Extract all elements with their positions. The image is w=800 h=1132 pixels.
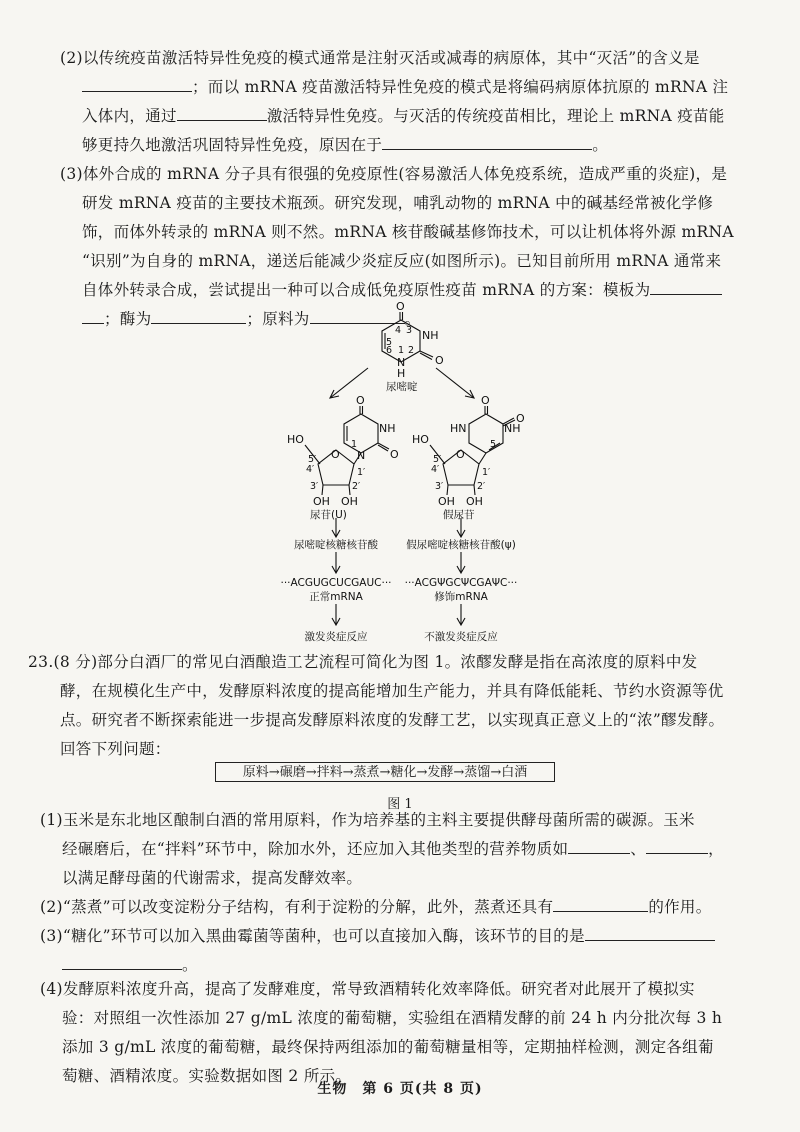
- ring-number: 1′: [482, 467, 491, 478]
- ump-label: 尿嘧啶核糖核苷酸: [294, 539, 378, 551]
- inflammation-label: 激发炎症反应: [304, 631, 368, 643]
- atom-label: NH: [422, 329, 439, 342]
- atom-label: O: [435, 354, 444, 367]
- no-inflammation-label: 不激发炎症反应: [424, 631, 498, 643]
- ring-number: 1: [351, 439, 358, 450]
- flow-arrow: →: [305, 765, 317, 780]
- nucleoside-modification-diagram: [250, 298, 550, 650]
- q22-p2-line4: 够更持久地激活巩固特异性免疫，原因在于 。: [60, 131, 760, 160]
- flow-arrow: →: [379, 765, 391, 780]
- ring-number: 2: [408, 345, 415, 356]
- q22-p2-line3: 入体内，通过 激活特异性免疫。与灭活的传统疫苗相比，理论上 mRNA 疫苗能: [60, 102, 760, 131]
- flow-step: 蒸煮: [353, 765, 380, 780]
- flow-arrow: →: [268, 765, 280, 780]
- answer-blank[interactable]: [62, 951, 182, 970]
- atom-label: O: [516, 412, 525, 425]
- answer-blank[interactable]: [177, 102, 267, 121]
- answer-blank[interactable]: [151, 305, 246, 324]
- q23-p1-line1: (1)玉米是东北地区酿制白酒的常用原料，作为培养基的主料主要提供酵母菌所需的碳源。玉米: [40, 811, 695, 829]
- q22-p3-line2: 研发 mRNA 疫苗的主要技术瓶颈。研究发现，哺乳动物的 mRNA 中的碱基经常被化学修: [82, 194, 714, 212]
- pseudouridine-label: 假尿苷: [443, 509, 475, 521]
- answer-blank[interactable]: [568, 835, 630, 854]
- flow-arrow: →: [416, 765, 428, 780]
- q22-p3-line4: “识别”为自身的 mRNA，递送后能减少炎症反应(如图所示)。已知目前所用 mRNA 通常来: [82, 252, 722, 270]
- q23-p1-line3: 以满足酵母菌的代谢需求，提高发酵效率。: [62, 869, 363, 887]
- figure-1-caption: 图 1: [387, 797, 413, 812]
- atom-label: NH: [504, 422, 521, 435]
- answer-blank[interactable]: [553, 893, 648, 912]
- q22-p3-line3: 饰，而体外转录的 mRNA 则不然。mRNA 核苷酸碱基修饰技术，可以让机体将外源 mRNA: [82, 223, 734, 241]
- q23-p4-line3: 添加 3 g/mL 浓度的葡萄糖，最终保持两组添加的葡萄糖量相等，定期抽样检测，测定各组葡: [62, 1038, 714, 1056]
- answer-blank[interactable]: [82, 305, 104, 324]
- q23-part2: (2)“蒸煮”可以改变淀粉分子结构，有利于淀粉的分解，此外，蒸煮还具有 的作用。: [40, 893, 770, 922]
- ring-number: 4′: [431, 464, 440, 475]
- flow-step: 发酵: [427, 765, 454, 780]
- atom-label: HO: [287, 433, 304, 446]
- ring-number: 3′: [435, 481, 444, 492]
- answer-blank[interactable]: [382, 131, 592, 150]
- q23-intro-line3: 点。研究者不断探索能进一步提高发酵原料浓度的发酵工艺，以实现真正意义上的“浓”醪发酵。: [60, 711, 725, 729]
- atom-label: H: [397, 367, 406, 380]
- q23-part1: [40, 806, 770, 893]
- atom-label: OH: [438, 495, 455, 508]
- q23-part3: (3)“糖化”环节可以加入黑曲霉菌等菌种，也可以直接加入酶，该环节的目的是 。: [40, 922, 770, 980]
- flow-step: 白酒: [501, 765, 528, 780]
- ring-number: 3: [406, 325, 413, 336]
- ring-number: 5′: [433, 454, 442, 465]
- atom-label: O: [456, 448, 465, 461]
- ring-number: 2′: [477, 481, 486, 492]
- answer-blank[interactable]: [646, 835, 708, 854]
- ring-number: 2′: [352, 481, 361, 492]
- q23-intro-line1: 23.(8 分)部分白酒厂的常见白酒酿造工艺流程可简化为图 1。浓醪发酵是指在高浓度的原料中发: [28, 653, 698, 671]
- atom-label: O: [396, 300, 405, 313]
- q23-part4: [40, 975, 770, 1091]
- normal-mrna-label: 正常mRNA: [309, 591, 363, 603]
- atom-label: O: [481, 394, 490, 407]
- modified-mrna-sequence: ···ACGΨGCΨCGAΨC···: [404, 577, 518, 589]
- atom-label: OH: [313, 495, 330, 508]
- q23-intro-line2: 酵，在规模化生产中，发酵原料浓度的提高能增加生产能力，并具有降低能耗、节约水资源等优: [60, 682, 724, 700]
- atom-label: N: [397, 356, 406, 369]
- flow-arrow: →: [490, 765, 502, 780]
- ring-number: 4′: [306, 464, 315, 475]
- uracil-label: 尿嘧啶: [386, 381, 418, 393]
- flow-arrow: →: [342, 765, 354, 780]
- answer-blank[interactable]: [585, 922, 715, 941]
- ring-number: 3′: [310, 481, 319, 492]
- q23-intro-line4: 回答下列问题：: [60, 740, 171, 758]
- atom-label: OH: [341, 495, 358, 508]
- q22-p2-line2: ；而以 mRNA 疫苗激活特异性免疫的模式是将编码病原体抗原的 mRNA 注: [60, 73, 760, 102]
- uridine-label: 尿苷(U): [310, 509, 347, 521]
- ring-number: 5′: [308, 454, 317, 465]
- q23-p4-line1: (4)发酵原料浓度升高，提高了发酵难度，常导致酒精转化效率降低。研究者对此展开了模拟实: [40, 980, 695, 998]
- ring-number: 4: [395, 325, 402, 336]
- brewing-process-flow: [215, 762, 555, 782]
- atom-label: OH: [466, 495, 483, 508]
- q22-p3-line5: 自体外转录合成，尝试提出一种可以合成低免疫原性疫苗 mRNA 的方案：模板为: [60, 276, 760, 305]
- flow-arrow: →: [453, 765, 465, 780]
- q22-part2: [60, 44, 760, 160]
- flow-step: 拌料: [316, 765, 343, 780]
- ring-number: 1: [398, 345, 405, 356]
- psi-ump-label: 假尿嘧啶核糖核苷酸(ψ): [406, 539, 516, 551]
- q23-p1-line2: 经碾磨后，在“拌料”环节中，除加水外，还应加入其他类型的营养物质如 、 ，: [40, 835, 770, 864]
- q22-p3-line6: ；酶为 ；原料为 。: [60, 305, 760, 334]
- normal-mrna-sequence: ···ACGUGCUCGAUC···: [280, 577, 392, 589]
- atom-label: NH: [379, 422, 396, 435]
- answer-blank[interactable]: [650, 276, 722, 295]
- flow-step: 原料: [242, 765, 269, 780]
- q23-intro: [28, 648, 768, 764]
- ring-number: 6: [386, 345, 393, 356]
- q22-p2-line1: (2)以传统疫苗激活特异性免疫的模式通常是注射灭活或减毒的病原体，其中“灭活”的含义是: [60, 49, 700, 67]
- answer-blank[interactable]: [82, 73, 192, 92]
- modified-mrna-label: 修饰mRNA: [434, 591, 488, 603]
- atom-label: N: [357, 449, 366, 462]
- flow-step: 碾磨: [279, 765, 306, 780]
- atom-label: O: [331, 448, 340, 461]
- q23-p4-line4: 萄糖、酒精浓度。实验数据如图 2 所示。: [62, 1067, 352, 1085]
- flow-step: 蒸馏: [464, 765, 491, 780]
- q22-p3-line1: (3)体外合成的 mRNA 分子具有很强的免疫原性(容易激活人体免疫系统，造成严重的炎症)，是: [60, 165, 728, 183]
- page-footer: 生物 第 6 页(共 8 页): [317, 1081, 483, 1097]
- ring-number: 5: [386, 337, 393, 348]
- atom-label: HN: [450, 422, 467, 435]
- atom-label: HO: [412, 433, 429, 446]
- atom-label: O: [356, 394, 365, 407]
- q23-p4-line2: 验：对照组一次性添加 27 g/mL 浓度的葡萄糖，实验组在酒精发酵的前 24 h 内分批次每 3 h: [62, 1009, 723, 1027]
- flow-step: 糖化: [390, 765, 417, 780]
- ring-number: 5: [490, 439, 497, 450]
- atom-label: O: [390, 448, 399, 461]
- ring-number: 1′: [357, 467, 366, 478]
